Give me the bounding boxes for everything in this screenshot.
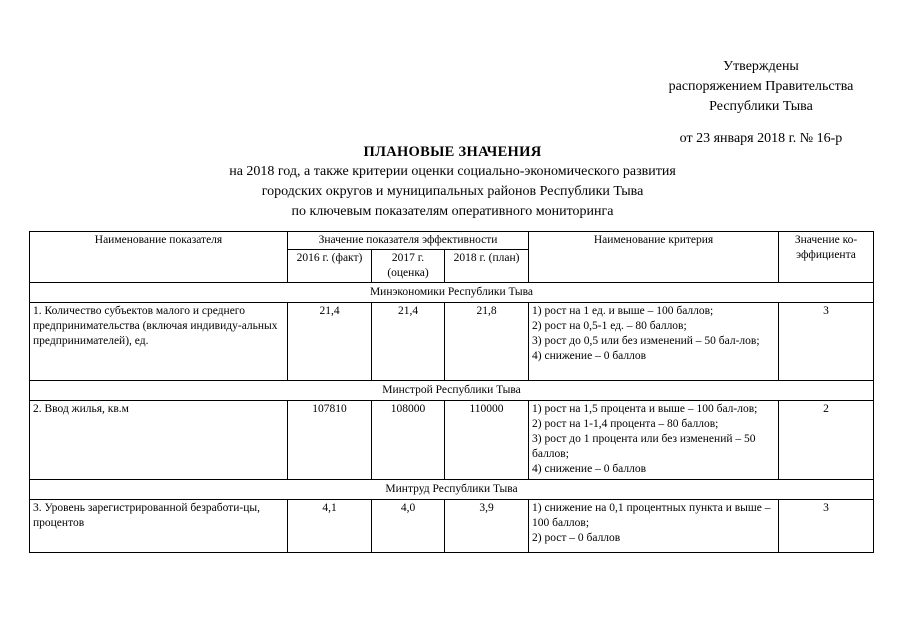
header-criterion: Наименование критерия xyxy=(529,232,779,283)
indicator-name: 3. Уровень зарегистрированной безработи-цы, процентов xyxy=(30,500,288,553)
header-2018: 2018 г. (план) xyxy=(445,250,529,283)
criterion-item: 1) снижение на 0,1 процентных пункта и выше – 100 баллов; xyxy=(532,502,771,529)
criterion-item: 2) рост на 0,5-1 ед. – 80 баллов; xyxy=(532,320,687,332)
table-row xyxy=(30,303,874,381)
header-indicator: Наименование показателя xyxy=(30,232,288,283)
criterion-item: 1) рост на 1 ед. и выше – 100 баллов; xyxy=(532,305,714,317)
title-main: ПЛАНОВЫЕ ЗНАЧЕНИЯ xyxy=(363,144,542,160)
table-row xyxy=(30,401,874,480)
indicators-table xyxy=(29,231,874,553)
value-2016: 21,4 xyxy=(288,303,372,381)
value-2018: 3,9 xyxy=(445,500,529,553)
criterion-item: 2) рост на 1-1,4 процента – 80 баллов; xyxy=(532,418,719,430)
section-header: Минтруд Республики Тыва xyxy=(30,480,874,500)
value-2017: 21,4 xyxy=(372,303,445,381)
criterion-item: 3) рост до 0,5 или без изменений – 50 бал-лов; xyxy=(532,335,760,347)
indicator-name: 1. Количество субъектов малого и среднего предпринимательства (включая индивиду-альных предпринимателей), ед. xyxy=(30,303,288,381)
criterion-item: 1) рост на 1,5 процента и выше – 100 бал-лов; xyxy=(532,403,758,415)
header-coefficient: Значение ко-эффициента xyxy=(779,232,874,283)
criterion-item: 4) снижение – 0 баллов xyxy=(532,350,647,362)
coefficient-value: 2 xyxy=(779,401,874,480)
approval-date: от 23 января 2018 г. № 16-р xyxy=(679,131,843,146)
value-2016: 4,1 xyxy=(288,500,372,553)
title-subtitle-3: по ключевым показателям оперативного мониторинга xyxy=(291,204,614,219)
criteria-cell xyxy=(529,401,779,480)
value-2018: 21,8 xyxy=(445,303,529,381)
approval-line-1: Утверждены xyxy=(723,59,799,74)
title-subtitle-1: на 2018 год, а также критерии оценки социально-экономического развития xyxy=(229,164,676,179)
value-2016: 107810 xyxy=(288,401,372,480)
header-2017: 2017 г. (оценка) xyxy=(372,250,445,283)
document-title xyxy=(0,142,905,222)
criterion-item: 3) рост до 1 процента или без изменений – 50 баллов; xyxy=(532,433,756,460)
approval-line-3: Республики Тыва xyxy=(709,99,813,114)
coefficient-value: 3 xyxy=(779,303,874,381)
indicator-name: 2. Ввод жилья, кв.м xyxy=(30,401,288,480)
section-header: Минэкономики Республики Тыва xyxy=(30,283,874,303)
criterion-item: 4) снижение – 0 баллов xyxy=(532,463,647,475)
title-subtitle-2: городских округов и муниципальных районов Республики Тыва xyxy=(261,184,644,199)
header-2016: 2016 г. (факт) xyxy=(288,250,372,283)
approval-stamp xyxy=(651,57,871,149)
section-header: Минстрой Республики Тыва xyxy=(30,381,874,401)
value-2017: 4,0 xyxy=(372,500,445,553)
header-value-group: Значение показателя эффективности xyxy=(288,232,529,250)
table-row xyxy=(30,500,874,553)
criteria-cell xyxy=(529,500,779,553)
value-2018: 110000 xyxy=(445,401,529,480)
criterion-item: 2) рост – 0 баллов xyxy=(532,532,621,544)
approval-line-2: распоряжением Правительства xyxy=(668,79,854,94)
value-2017: 108000 xyxy=(372,401,445,480)
coefficient-value: 3 xyxy=(779,500,874,553)
criteria-cell xyxy=(529,303,779,381)
